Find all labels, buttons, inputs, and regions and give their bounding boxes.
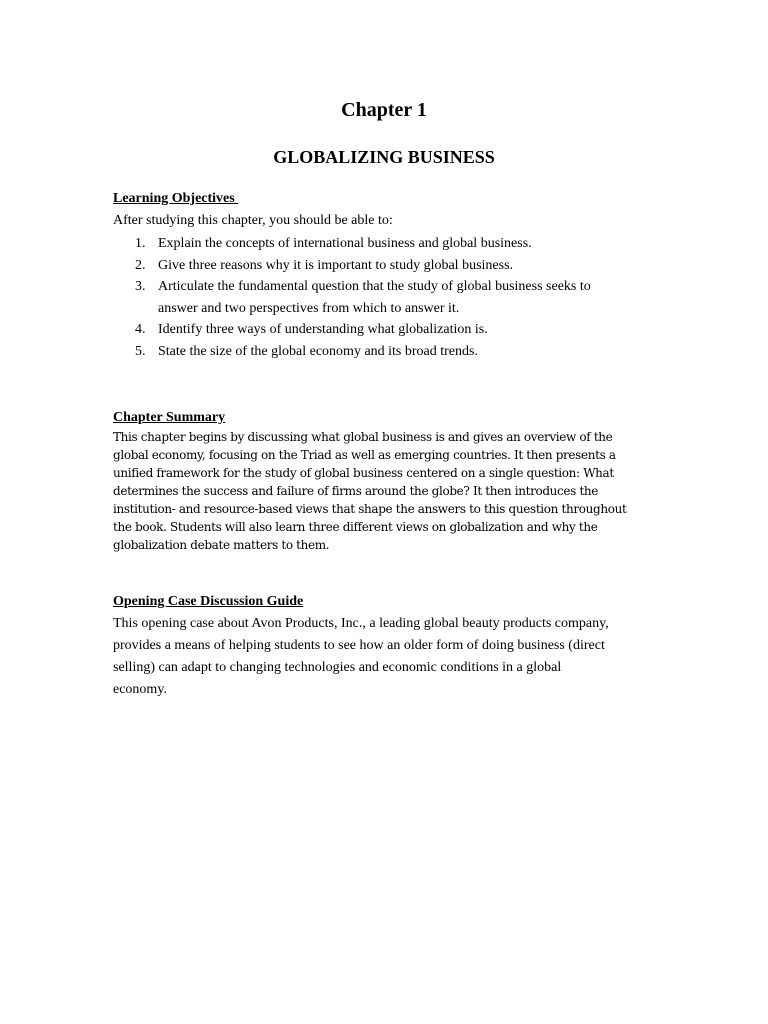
summary-line: institution- and resource-based views that shape the answers to this question throughout xyxy=(113,502,627,516)
summary-line: unified framework for the study of global business centered on a single question: What xyxy=(113,466,614,480)
objective-text: State the size of the global economy and its broad trends. xyxy=(158,343,478,359)
objective-text-continued: answer and two perspectives from which to answer it. xyxy=(158,300,460,316)
objective-number: 2. xyxy=(135,257,146,273)
opening-case-text xyxy=(113,613,653,701)
learning-objectives-list xyxy=(113,233,633,362)
summary-line: the book. Students will also learn three different views on globalization and why the xyxy=(113,520,598,534)
chapter-title: GLOBALIZING BUSINESS xyxy=(273,147,495,167)
opening-case-heading: Opening Case Discussion Guide xyxy=(113,594,304,609)
objective-item xyxy=(113,319,633,341)
objective-item xyxy=(113,255,633,277)
summary-line: globalization debate matters to them. xyxy=(113,538,330,552)
summary-line: This chapter begins by discussing what global business is and gives an overview of the xyxy=(113,430,613,444)
chapter-number: Chapter 1 xyxy=(341,99,427,121)
objective-number: 3. xyxy=(135,279,146,294)
objective-item xyxy=(113,276,633,319)
objective-number: 5. xyxy=(135,343,146,359)
objective-number: 4. xyxy=(135,322,146,337)
objective-number: 1. xyxy=(135,236,146,251)
objective-text: Identify three ways of understanding what globalization is. xyxy=(158,322,488,337)
chapter-summary-heading: Chapter Summary xyxy=(113,410,226,425)
objective-text: Articulate the fundamental question that the study of global business seeks to xyxy=(158,279,591,294)
objective-text: Explain the concepts of international business and global business. xyxy=(158,236,532,251)
summary-line: determines the success and failure of firms around the globe? It then introduces the xyxy=(113,484,599,498)
opening-case-line: provides a means of helping students to see how an older form of doing business (direct xyxy=(113,638,605,653)
opening-case-line: selling) can adapt to changing technologies and economic conditions in a global xyxy=(113,660,562,675)
objective-item xyxy=(113,233,633,255)
chapter-summary-text xyxy=(113,428,653,554)
summary-line: global economy, focusing on the Triad as well as emerging countries. It then presents a xyxy=(113,448,616,462)
opening-case-line: economy. xyxy=(113,682,167,697)
learning-objectives-heading: Learning Objectives xyxy=(113,191,239,206)
objective-item xyxy=(113,341,633,363)
opening-case-line: This opening case about Avon Products, Inc., a leading global beauty products company, xyxy=(113,616,609,631)
objective-text: Give three reasons why it is important to study global business. xyxy=(158,257,514,273)
learning-objectives-intro: After studying this chapter, you should be able to: xyxy=(113,213,393,228)
